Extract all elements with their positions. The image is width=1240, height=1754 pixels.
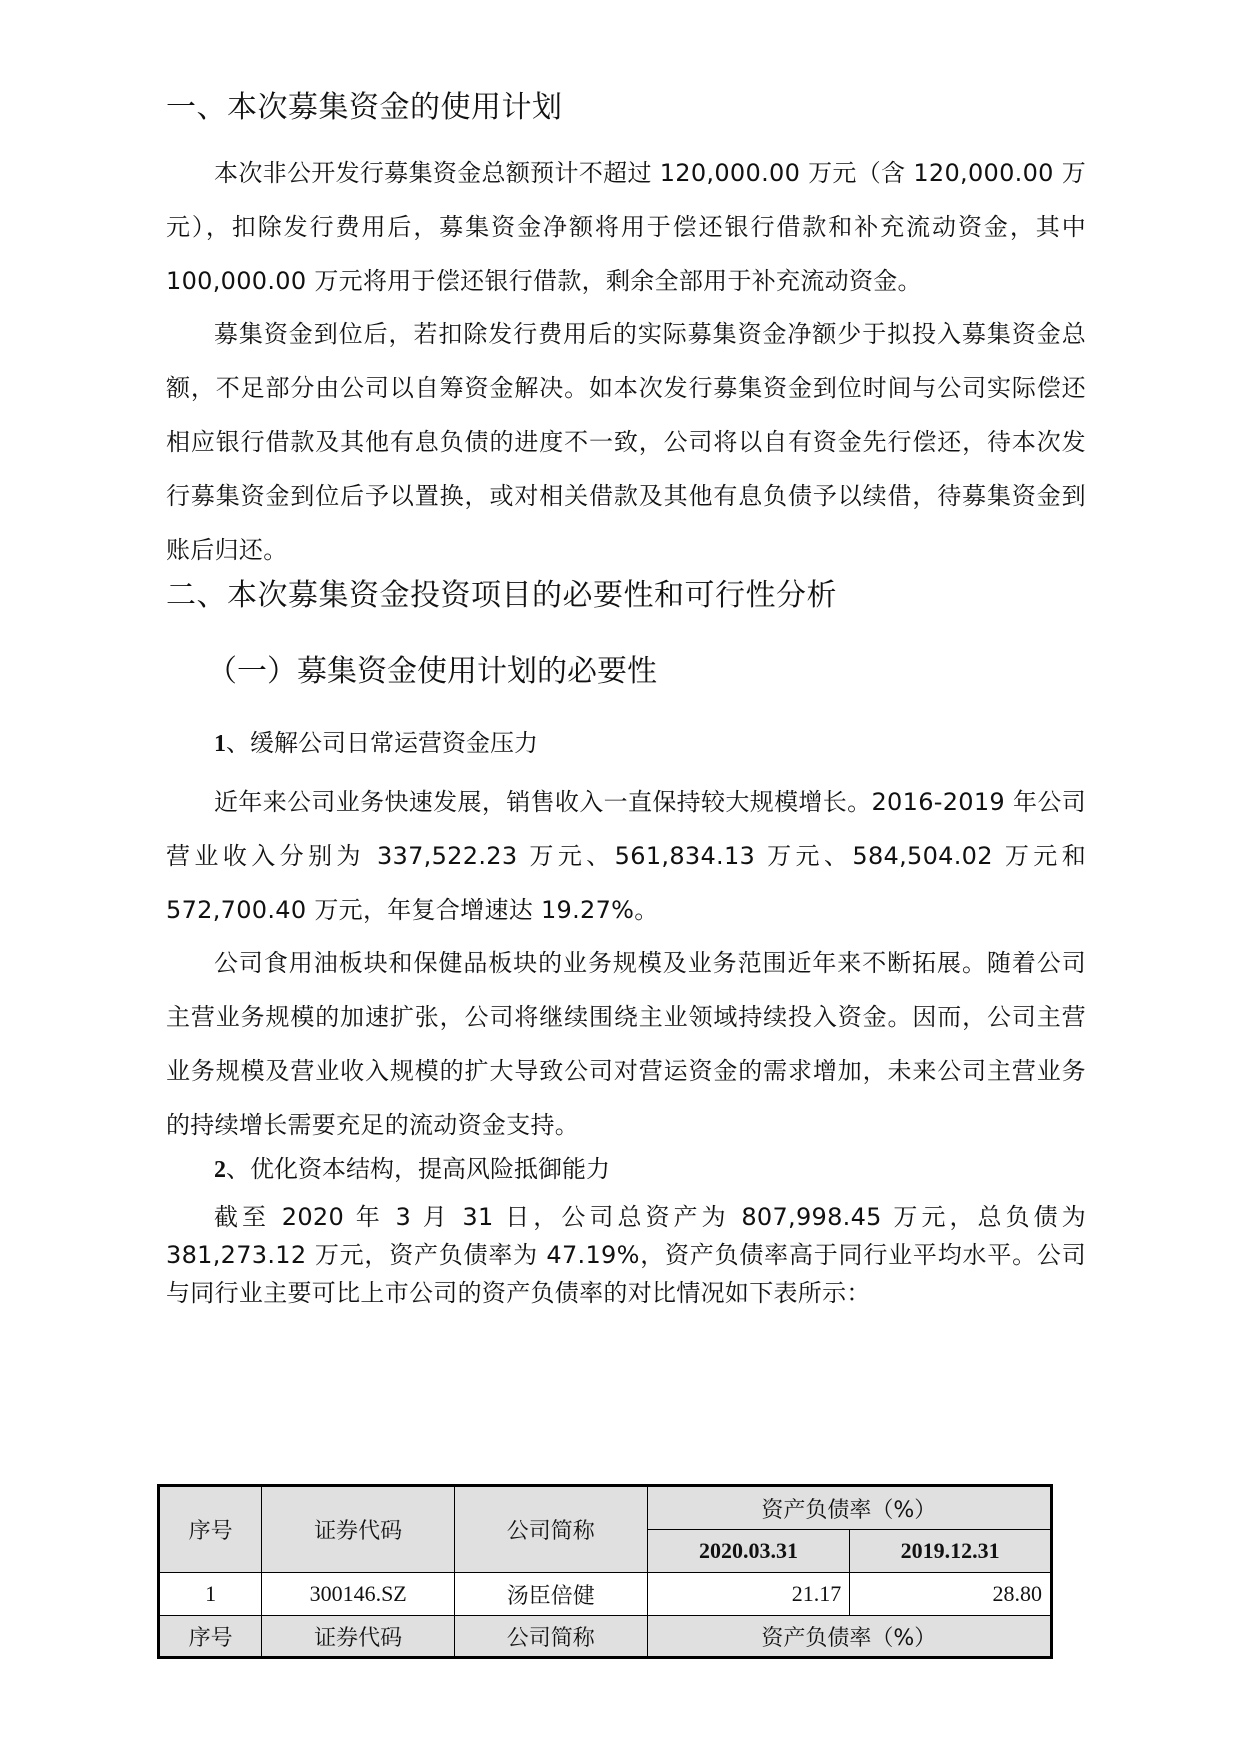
item-1-paragraph-2: 公司食用油板块和保健品板块的业务规模及业务范围近年来不断拓展。随着公司主营业务规模的加速扩张，公司将继续围绕主业领域持续投入资金。因而，公司主营业务规模及营业收入规模的扩大导致公司对营运资金的需求增加，未来公司主营业务的持续增长需要充足的流动资金支持。 — [166, 949, 1086, 1139]
section-2-heading: 二、本次募集资金投资项目的必要性和可行性分析 — [166, 578, 837, 613]
item-1-heading — [214, 727, 538, 760]
cell-name: 汤臣倍健 — [454, 1573, 647, 1616]
item-1-title: 、缓解公司日常运营资金压力 — [226, 729, 538, 757]
repeated-header-code: 证券代码 — [262, 1616, 455, 1658]
table-row — [159, 1573, 1052, 1616]
cell-code: 300146.SZ — [262, 1573, 455, 1616]
table-repeated-header-row — [159, 1616, 1052, 1658]
cell-ratio-2019: 28.80 — [850, 1573, 1052, 1616]
cell-index: 1 — [159, 1573, 262, 1616]
repeated-header-index: 序号 — [159, 1616, 262, 1658]
item-2-heading — [214, 1153, 610, 1186]
cell-ratio-2020: 21.17 — [647, 1573, 850, 1616]
section-1-paragraph-2: 募集资金到位后，若扣除发行费用后的实际募集资金净额少于拟投入募集资金总额，不足部分由公司以自筹资金解决。如本次发行募集资金到位时间与公司实际偿还相应银行借款及其他有息负债的进度不一致，公司将以自有资金先行偿还，待本次发行募集资金到位后予以置换，或对相关借款及其他有息负债予以续借，待募集资金到账后归还。 — [166, 320, 1086, 564]
section-2-subheading: （一）募集资金使用计划的必要性 — [207, 654, 657, 689]
section-1-paragraph-1: 本次非公开发行募集资金总额预计不超过 120,000.00 万元（含 120,000.00 万元），扣除发行费用后，募集资金净额将用于偿还银行借款和补充流动资金，其中 100,000.00 万元将用于偿还银行借款，剩余全部用于补充流动资金。 — [166, 159, 1086, 295]
repeated-header-ratio: 资产负债率（%） — [647, 1616, 1051, 1658]
table-header-row — [159, 1486, 1052, 1530]
header-index: 序号 — [159, 1486, 262, 1573]
item-2-number: 2 — [214, 1157, 226, 1183]
item-2-title: 、优化资本结构，提高风险抵御能力 — [226, 1155, 610, 1183]
header-date-2: 2019.12.31 — [850, 1530, 1052, 1573]
repeated-header-name: 公司简称 — [454, 1616, 647, 1658]
header-code: 证券代码 — [262, 1486, 455, 1573]
header-ratio: 资产负债率（%） — [647, 1486, 1051, 1530]
header-date-1: 2020.03.31 — [647, 1530, 850, 1573]
section-1-heading: 一、本次募集资金的使用计划 — [166, 90, 563, 125]
item-1-number: 1 — [214, 731, 226, 757]
item-2-paragraph: 截至 2020 年 3 月 31 日，公司总资产为 807,998.45 万元，总负债为 381,273.12 万元，资产负债率为 47.19%，资产负债率高于同行业平均水平。公司与同行业主要可比上市公司的资产负债率的对比情况如下表所示： — [166, 1203, 1086, 1307]
item-1-paragraph-1: 近年来公司业务快速发展，销售收入一直保持较大规模增长。2016-2019 年公司营业收入分别为 337,522.23 万元、561,834.13 万元、584,504.02 万元和 572,700.40 万元，年复合增速达 19.27%。 — [166, 788, 1086, 924]
header-name: 公司简称 — [454, 1486, 647, 1573]
debt-ratio-comparison-table — [157, 1484, 1053, 1659]
